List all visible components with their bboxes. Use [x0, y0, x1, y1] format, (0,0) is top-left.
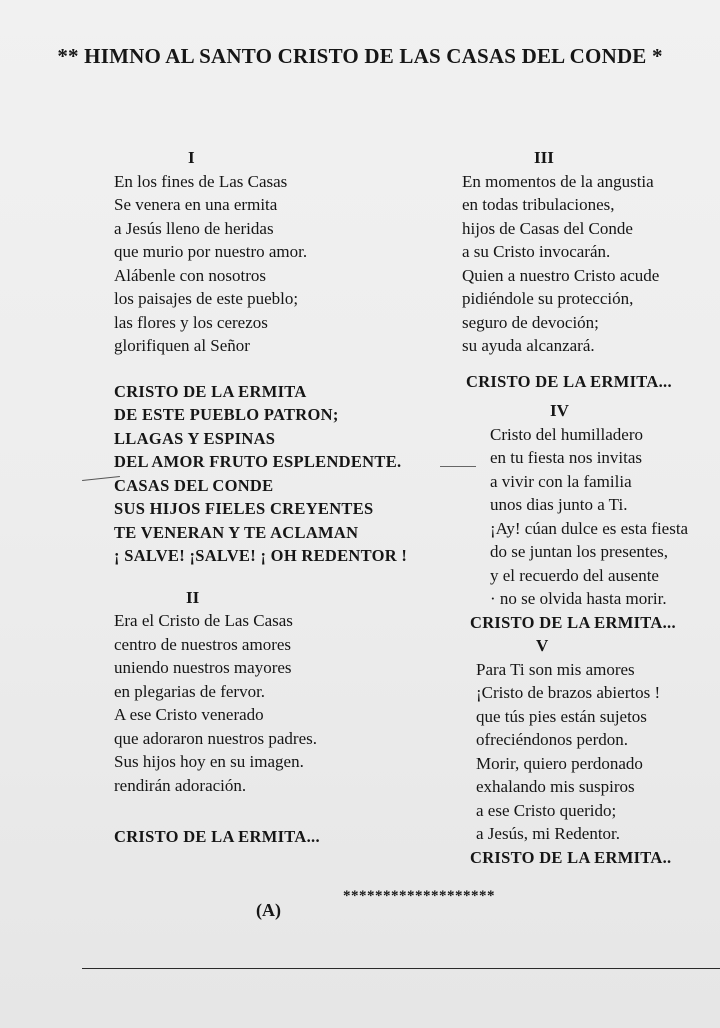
verse-line: que tús pies están sujetos	[476, 706, 647, 726]
left-column	[114, 146, 464, 849]
stanza-3	[462, 170, 720, 358]
refrain: CRISTO DE LA ERMITA...	[470, 612, 676, 632]
verse-line: En momentos de la angustia	[462, 171, 654, 191]
hymn-title: ** HIMNO AL SANTO CRISTO DE LAS CASAS DEL CONDE *	[57, 44, 663, 68]
verse-line: y el recuerdo del ausente	[490, 565, 659, 585]
footer-rule	[82, 968, 720, 969]
verse-line: Morir, quiero perdonado	[476, 753, 643, 773]
refrain: CRISTO DE LA ERMITA..	[470, 847, 672, 867]
verse-line: en todas tribulaciones,	[462, 195, 615, 214]
stanza-number: V	[536, 636, 549, 655]
chorus-line: DE ESTE PUEBLO PATRON;	[114, 405, 339, 424]
stanza-2	[114, 609, 464, 797]
verse-line: uniendo nuestros mayores	[114, 658, 292, 677]
verse-line: rendirán adoración.	[114, 775, 247, 795]
stanza-number: II	[186, 587, 200, 607]
verse-line: a ese Cristo querido;	[476, 800, 617, 820]
verse-line: Cristo del humilladero	[490, 424, 643, 444]
stanza-number: III	[534, 148, 554, 167]
verse-line: · no se olvida hasta morir.	[490, 589, 667, 608]
verse-line: centro de nuestros amores	[114, 634, 292, 654]
chorus-line: CASAS DEL CONDE	[114, 475, 274, 495]
chorus-line: SUS HIJOS FIELES CREYENTES	[114, 499, 374, 518]
chorus	[114, 380, 464, 568]
verse-line: Era el Cristo de Las Casas	[114, 611, 293, 630]
refrain: CRISTO DE LA ERMITA...	[466, 371, 672, 391]
refrain: CRISTO DE LA ERMITA...	[114, 827, 320, 846]
verse-line: a su Cristo invocarán.	[462, 242, 611, 261]
chorus-line: ¡ SALVE! ¡SALVE! ¡ OH REDENTOR !	[114, 546, 408, 565]
verse-line: pidiéndole su protección,	[462, 289, 634, 308]
right-column	[462, 146, 720, 869]
chorus-line: TE VENERAN Y TE ACLAMAN	[114, 522, 359, 542]
stanza-1	[114, 170, 464, 358]
publisher-mark: (A)	[256, 900, 281, 920]
verse-line: a vivir con la familia	[490, 471, 632, 491]
stanza-5	[462, 658, 720, 846]
chorus-line: CRISTO DE LA ERMITA	[114, 381, 307, 401]
verse-line: a Jesús, mi Redentor.	[476, 824, 621, 843]
verse-line: A ese Cristo venerado	[114, 705, 264, 724]
verse-line: Sus hijos hoy en su imagen.	[114, 752, 304, 771]
verse-line: en tu fiesta nos invitas	[490, 448, 643, 467]
verse-line: Alábenle con nosotros	[114, 265, 267, 285]
verse-line: seguro de devoción;	[462, 312, 599, 332]
verse-line: Para Ti son mis amores	[476, 659, 635, 679]
verse-line: en plegarias de fervor.	[114, 681, 266, 701]
verse-line: ¡Cristo de brazos abiertos !	[476, 683, 661, 702]
stanza-4	[462, 423, 720, 611]
chorus-line: LLAGAS Y ESPINAS	[114, 428, 276, 448]
star-divider: *******************	[343, 888, 495, 904]
stanza-number: IV	[550, 401, 569, 420]
verse-line: glorifiquen al Señor	[114, 336, 250, 355]
verse-line: do se juntan los presentes,	[490, 542, 668, 561]
chorus-line: DEL AMOR FRUTO ESPLENDENTE.	[114, 452, 402, 471]
verse-line: que murio por nuestro amor.	[114, 242, 308, 261]
verse-line: Quien a nuestro Cristo acude	[462, 265, 660, 285]
verse-line: En los fines de Las Casas	[114, 171, 288, 191]
verse-line: unos dias junto a Ti.	[490, 495, 628, 514]
verse-line: su ayuda alcanzará.	[462, 336, 595, 355]
verse-line: ¡Ay! cúan dulce es esta fiesta	[490, 518, 689, 538]
verse-line: Se venera en una ermita	[114, 195, 278, 214]
verse-line: que adoraron nuestros padres.	[114, 728, 317, 748]
verse-line: a Jesús lleno de heridas	[114, 218, 274, 238]
verse-line: hijos de Casas del Conde	[462, 218, 633, 238]
verse-line: exhalando mis suspiros	[476, 777, 635, 796]
verse-line: los paisajes de este pueblo;	[114, 289, 299, 308]
verse-line: ofreciéndonos perdon.	[476, 730, 629, 749]
stanza-number: I	[188, 148, 195, 167]
verse-line: las flores y los cerezos	[114, 312, 268, 332]
